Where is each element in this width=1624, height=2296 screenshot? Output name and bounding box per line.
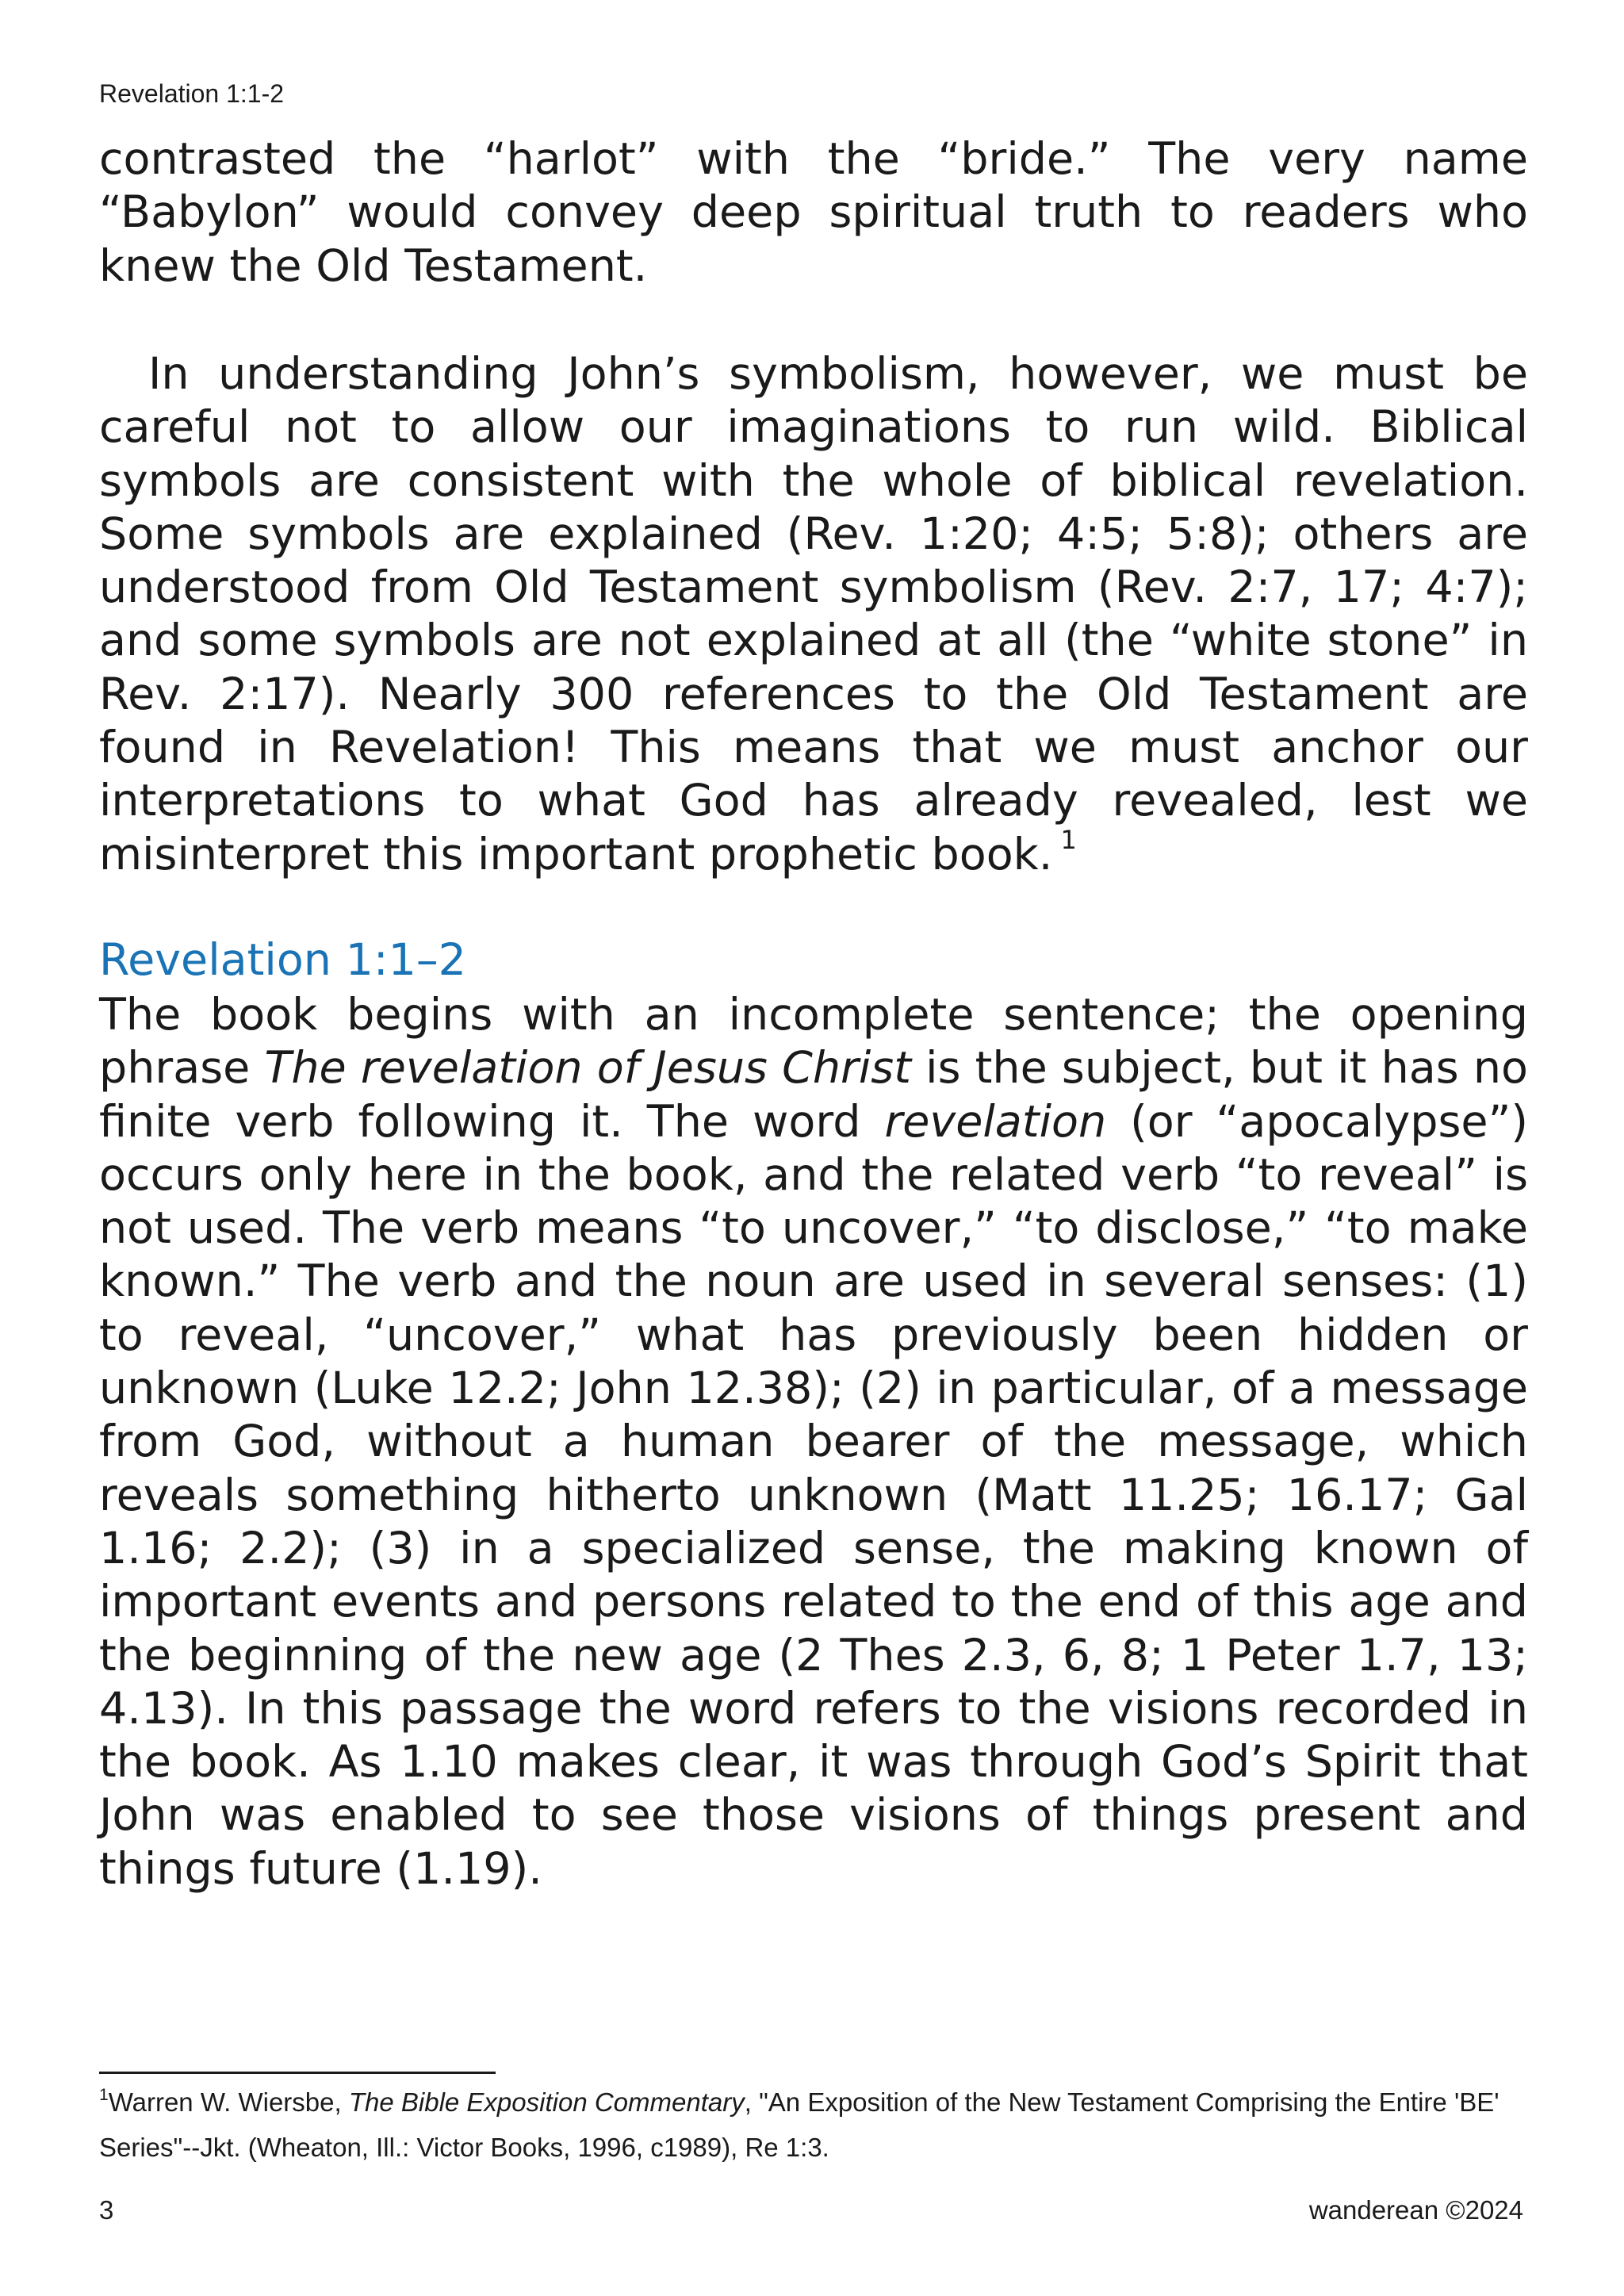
paragraph-symbolism <box>99 347 1528 881</box>
page-number: 3 <box>99 2195 114 2225</box>
paragraph-revelation <box>99 988 1528 1895</box>
running-header: Revelation 1:1-2 <box>99 79 285 108</box>
paragraph-text-part-3: (or “apocalypse”) occurs only here in the book, and the related verb “to reveal” is not used. The verb means “to uncover,” “to disclose,” “to make known.” The verb and the noun are used in several senses: (1) to reveal, “uncover,” what has previously been hidden or unknown (Luke 12.2; John 12.38); (2) in particular, of a message from God, without a human bearer of the message, which reveals something hitherto unknown (Matt 11.25; 16.17; Gal 1.16; 2.2); (3) in a specialized sense, the making known of important events and persons related to the end of this age and the beginning of the new age (2 Thes 2.3, 6, 8; 1 Peter 1.7, 13; 4.13). In this passage the word refers to the visions recorded in the book. As 1.10 makes clear, it was through God’s Spirit that John was enabled to see those visions of things present and things future (1.19). <box>99 1095 1528 1895</box>
footnote-divider <box>99 2072 496 2074</box>
footnote-citation: , "An Exposition of the New Testament Comprising the Entire 'BE' Series"--Jkt. (Wheaton, Ill.: Victor Books, 1996, c1989), Re 1:3. <box>99 2087 1500 2162</box>
footnote-number: 1 <box>99 2086 109 2104</box>
italic-word-revelation: revelation <box>884 1095 1107 1148</box>
paragraph-text-part-1: The book begins with an incomplete sentence; the opening phrase <box>99 989 1528 1094</box>
paragraph-continuation: contrasted the “harlot” with the “bride.” The very name “Babylon” would convey deep spiritual truth to readers who knew the Old Testament. <box>99 133 1528 292</box>
italic-phrase-title: The revelation of Jesus Christ <box>264 1042 911 1094</box>
section-heading: Revelation 1:1–2 <box>99 934 466 986</box>
footnote <box>99 2079 1528 2170</box>
paragraph-text-part-2: is the subject, but it has no finite verb following it. The word <box>99 1042 1529 1148</box>
footnote-reference[interactable]: 1 <box>1060 824 1077 855</box>
copyright-notice: wanderean ©2024 <box>1308 2195 1523 2225</box>
paragraph-symbolism-text: In understanding John’s symbolism, however, we must be careful not to allow our imaginations to run wild. Biblical symbols are consistent with the whole of biblical revelation. Some symbols are explained (Rev. 1:20; 4:5; 5:8); others are understood from Old Testament symbolism (Rev. 2:7, 17; 4:7); and some symbols are not explained at all (the “white stone” in Rev. 2:17). Nearly 300 references to the Old Testament are found in Revelation! This means that we must anchor our interpretations to what God has already revealed, lest we misinterpret this important prophetic book. <box>99 348 1528 880</box>
footnote-author: Warren W. Wiersbe, <box>108 2087 349 2117</box>
footnote-book-title: The Bible Exposition Commentary <box>348 2087 745 2117</box>
